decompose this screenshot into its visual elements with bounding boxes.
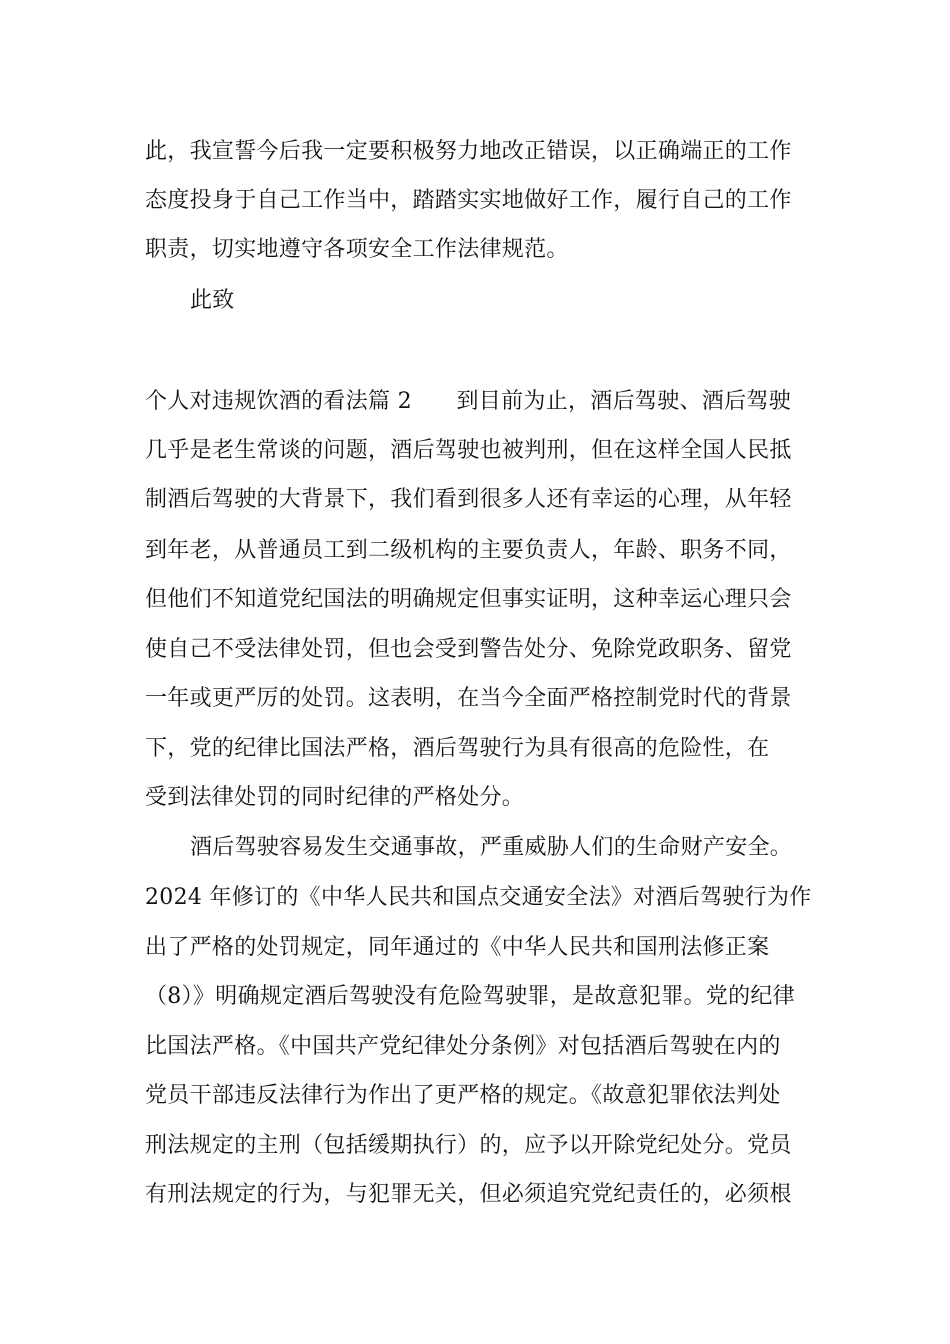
text-line: 但他们不知道党纪国法的明确规定但事实证明，这种幸运心理只会 — [145, 587, 792, 612]
closing-salutation: 此致 — [190, 288, 235, 313]
section-heading-line: 个人对违规饮酒的看法篇 2 到目前为止，酒后驾驶、酒后驾驶 — [145, 389, 791, 414]
text-line: 制酒后驾驶的大背景下，我们看到很多人还有幸运的心理，从年轻 — [145, 487, 792, 512]
paragraph-start-line: 酒后驾驶容易发生交通事故，严重威胁人们的生命财产安全。 — [190, 835, 793, 860]
text-line: 职责，切实地遵守各项安全工作法律规范。 — [145, 237, 569, 262]
text-line: 此，我宣誓今后我一定要积极努力地改正错误，以正确端正的工作 — [145, 139, 792, 164]
text-line: 比国法严格。《中国共产党纪律处分条例》对包括酒后驾驶在内的 — [145, 1034, 781, 1059]
text-line: 几乎是老生常谈的问题，酒后驾驶也被判刑，但在这样全国人民抵 — [145, 438, 792, 463]
text-line: 到年老，从普通员工到二级机构的主要负责人，年龄、职务不同， — [145, 538, 792, 563]
text-line: 使自己不受法律处罚，但也会受到警告处分、免除党政职务、留党 — [145, 637, 792, 662]
text-line: 刑法规定的主刑（包括缓期执行）的，应予以开除党纪处分。党员 — [145, 1133, 792, 1158]
text-line: 党员干部违反法律行为作出了更严格的规定。《故意犯罪依法判处 — [145, 1083, 781, 1108]
text-line: （8）》明确规定酒后驾驶没有危险驾驶罪，是故意犯罪。党的纪律 — [145, 984, 795, 1009]
text-line: 一年或更严厉的处罚。这表明，在当今全面严格控制党时代的背景 — [145, 686, 792, 711]
text-line: 态度投身于自己工作当中，踏踏实实地做好工作，履行自己的工作 — [145, 188, 792, 213]
text-line: 出了严格的处罚规定，同年通过的《中华人民共和国刑法修正案 — [145, 935, 770, 960]
text-line: 受到法律处罚的同时纪律的严格处分。 — [145, 785, 525, 810]
text-line: 有刑法规定的行为，与犯罪无关，但必须追究党纪责任的，必须根 — [145, 1182, 792, 1207]
text-line: 下，党的纪律比国法严格，酒后驾驶行为具有很高的危险性，在 — [145, 736, 770, 761]
text-line: 2024 年修订的《中华人民共和国点交通安全法》对酒后驾驶行为作 — [145, 885, 812, 910]
